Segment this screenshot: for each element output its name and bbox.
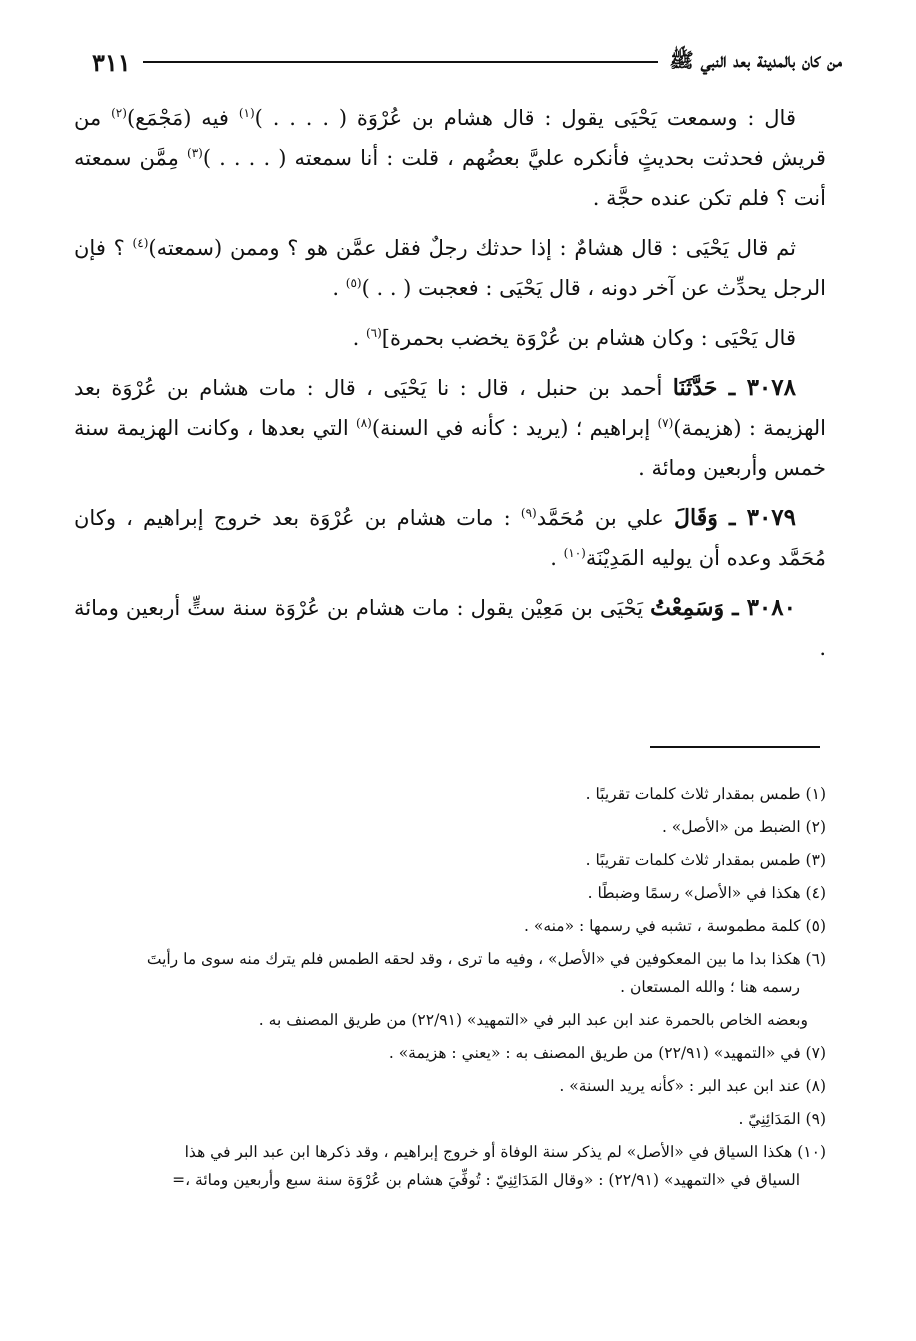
- footnote-line: رسمه هنا ؛ والله المستعان .: [620, 978, 800, 996]
- paragraph: [74, 318, 826, 358]
- main-text: [74, 98, 826, 678]
- footnote-line: السياق في «التمهيد» (٢٢/٩١) : «وقال المَدَائِنِيّ : تُوفِّيَ هشام بن عُرْوَة سنة سبع وأربعين ومائة ،=: [172, 1171, 800, 1189]
- text-run: يَحْيَى بن مَعِيْن يقول : مات هشام بن عُرْوَة سنة ستٍّ أربعين ومائة .: [74, 596, 826, 660]
- footnote-ref: (٧): [657, 416, 674, 430]
- footnote-continuation: وبعضه الخاص بالحمرة عند ابن عبد البر في «التمهيد» (٢٢/٩١) من طريق المصنف به .: [258, 1011, 808, 1029]
- header-rule: [143, 61, 658, 63]
- footnote-line: (٦) هكذا بدا ما بين المعكوفين في «الأصل» ، وفيه ما ترى ، وقد لحقه الطمس فلم يترك منه سوى ما رأيتَ: [146, 950, 826, 968]
- text-run: .: [352, 326, 366, 350]
- text-run: ؟ فإن الرجل يحدِّث عن آخر دونه ، قال يَحْيَى : فعجبت ( . . ): [74, 236, 826, 300]
- entry-lead: ـ حَدَّثَنَا: [672, 375, 747, 401]
- page-number: ٣١١: [92, 47, 131, 77]
- entry-number: ٣٠٨٠: [746, 594, 796, 621]
- footnote-ref: (٣): [187, 146, 203, 160]
- text-run: : مات هشام بن عُرْوَة بعد خروج إبراهيم ، وكان مُحَمَّد وعده أن يوليه المَدِيْنَة: [74, 506, 826, 570]
- footnote-line: (١٠) هكذا السياق في «الأصل» لم يذكر سنة الوفاة أو خروج إبراهيم ، وقد ذكرها ابن عبد البر في هذا: [184, 1143, 826, 1161]
- text-run: من قريش فحدثت بحديثٍ فأنكره عليَّ بعضُهم ، قلت : أنا سمعته ( . . . . ): [74, 106, 826, 170]
- footnote-ref: (٩): [520, 506, 537, 520]
- footnote: [74, 1138, 826, 1194]
- text-run: ثم قال يَحْيَى : قال هشامٌ : إذا حدثك رجلٌ فقل عمَّن هو ؟ وممن (سمعته): [148, 236, 796, 260]
- text-run: .: [550, 546, 564, 570]
- text-run: فيه (مَجْمَع): [126, 106, 239, 130]
- footnote-separator: [650, 746, 820, 748]
- footnote: (٤) هكذا في «الأصل» رسمًا وضبطًا .: [587, 884, 826, 902]
- footnote: (٧) في «التمهيد» (٢٢/٩١) من طريق المصنف به : «يعني : هزيمة» .: [388, 1044, 826, 1062]
- footnote-ref: (٤): [132, 236, 149, 250]
- footnote: (١) طمس بمقدار ثلاث كلمات تقريبًا .: [585, 785, 826, 803]
- hadith-entry: [74, 368, 826, 488]
- text-run: إبراهيم ؛ (يريد : كأنه في السنة): [371, 416, 658, 440]
- footnote-ref: (٥): [345, 276, 362, 290]
- entry-number: ٣٠٧٩: [746, 504, 797, 531]
- hadith-entry: [74, 498, 826, 578]
- page-header: [92, 42, 842, 82]
- footnote-ref: (٢): [111, 106, 127, 120]
- footnote: (٥) كلمة مطموسة ، تشبه في رسمها : «منه» .: [523, 917, 826, 935]
- footnotes: [74, 780, 826, 1199]
- paragraph: [74, 98, 826, 218]
- running-title: من كان بالمدينة بعد النبي ﷺ: [669, 47, 842, 72]
- footnote: (٨) عند ابن عبد البر : «كأنه يريد السنة» .: [559, 1077, 826, 1095]
- text-run: التي بعدها ، وكانت الهزيمة سنة خمس وأربعين ومائة .: [74, 416, 826, 480]
- hadith-entry: [74, 588, 826, 668]
- footnote-ref: (١): [238, 106, 255, 120]
- entry-lead: ـ وَقَالَ: [674, 505, 747, 531]
- paragraph: [74, 228, 826, 308]
- entry-number: ٣٠٧٨: [746, 374, 796, 401]
- text-run: قال يَحْيَى : وكان هشام بن عُرْوَة يخضب بحمرة]: [381, 326, 796, 350]
- footnote: (٢) الضبط من «الأصل» .: [661, 818, 826, 836]
- footnote-ref: (٦): [365, 326, 382, 340]
- text-run: أحمد بن حنبل ، قال : نا يَحْيَى ، قال : مات هشام بن عُرْوَة بعد الهزيمة : (هزيمة): [74, 376, 826, 440]
- footnote-ref: (٨): [356, 416, 372, 430]
- text-run: مِمَّن سمعته أنت ؟ فلم تكن عنده حجَّة .: [74, 146, 826, 210]
- footnote: (٩) المَدَائِنِيّ .: [738, 1110, 826, 1128]
- footnote-ref: (١٠): [563, 546, 586, 560]
- text-run: علي بن مُحَمَّد: [536, 506, 675, 530]
- entry-lead: ـ وَسَمِعْتُ: [650, 595, 747, 621]
- text-run: قال : وسمعت يَحْيَى يقول : قال هشام بن عُرْوَة ( . . . . ): [254, 106, 796, 130]
- footnote: [74, 945, 826, 1001]
- footnote: (٣) طمس بمقدار ثلاث كلمات تقريبًا .: [585, 851, 826, 869]
- text-run: .: [332, 276, 346, 300]
